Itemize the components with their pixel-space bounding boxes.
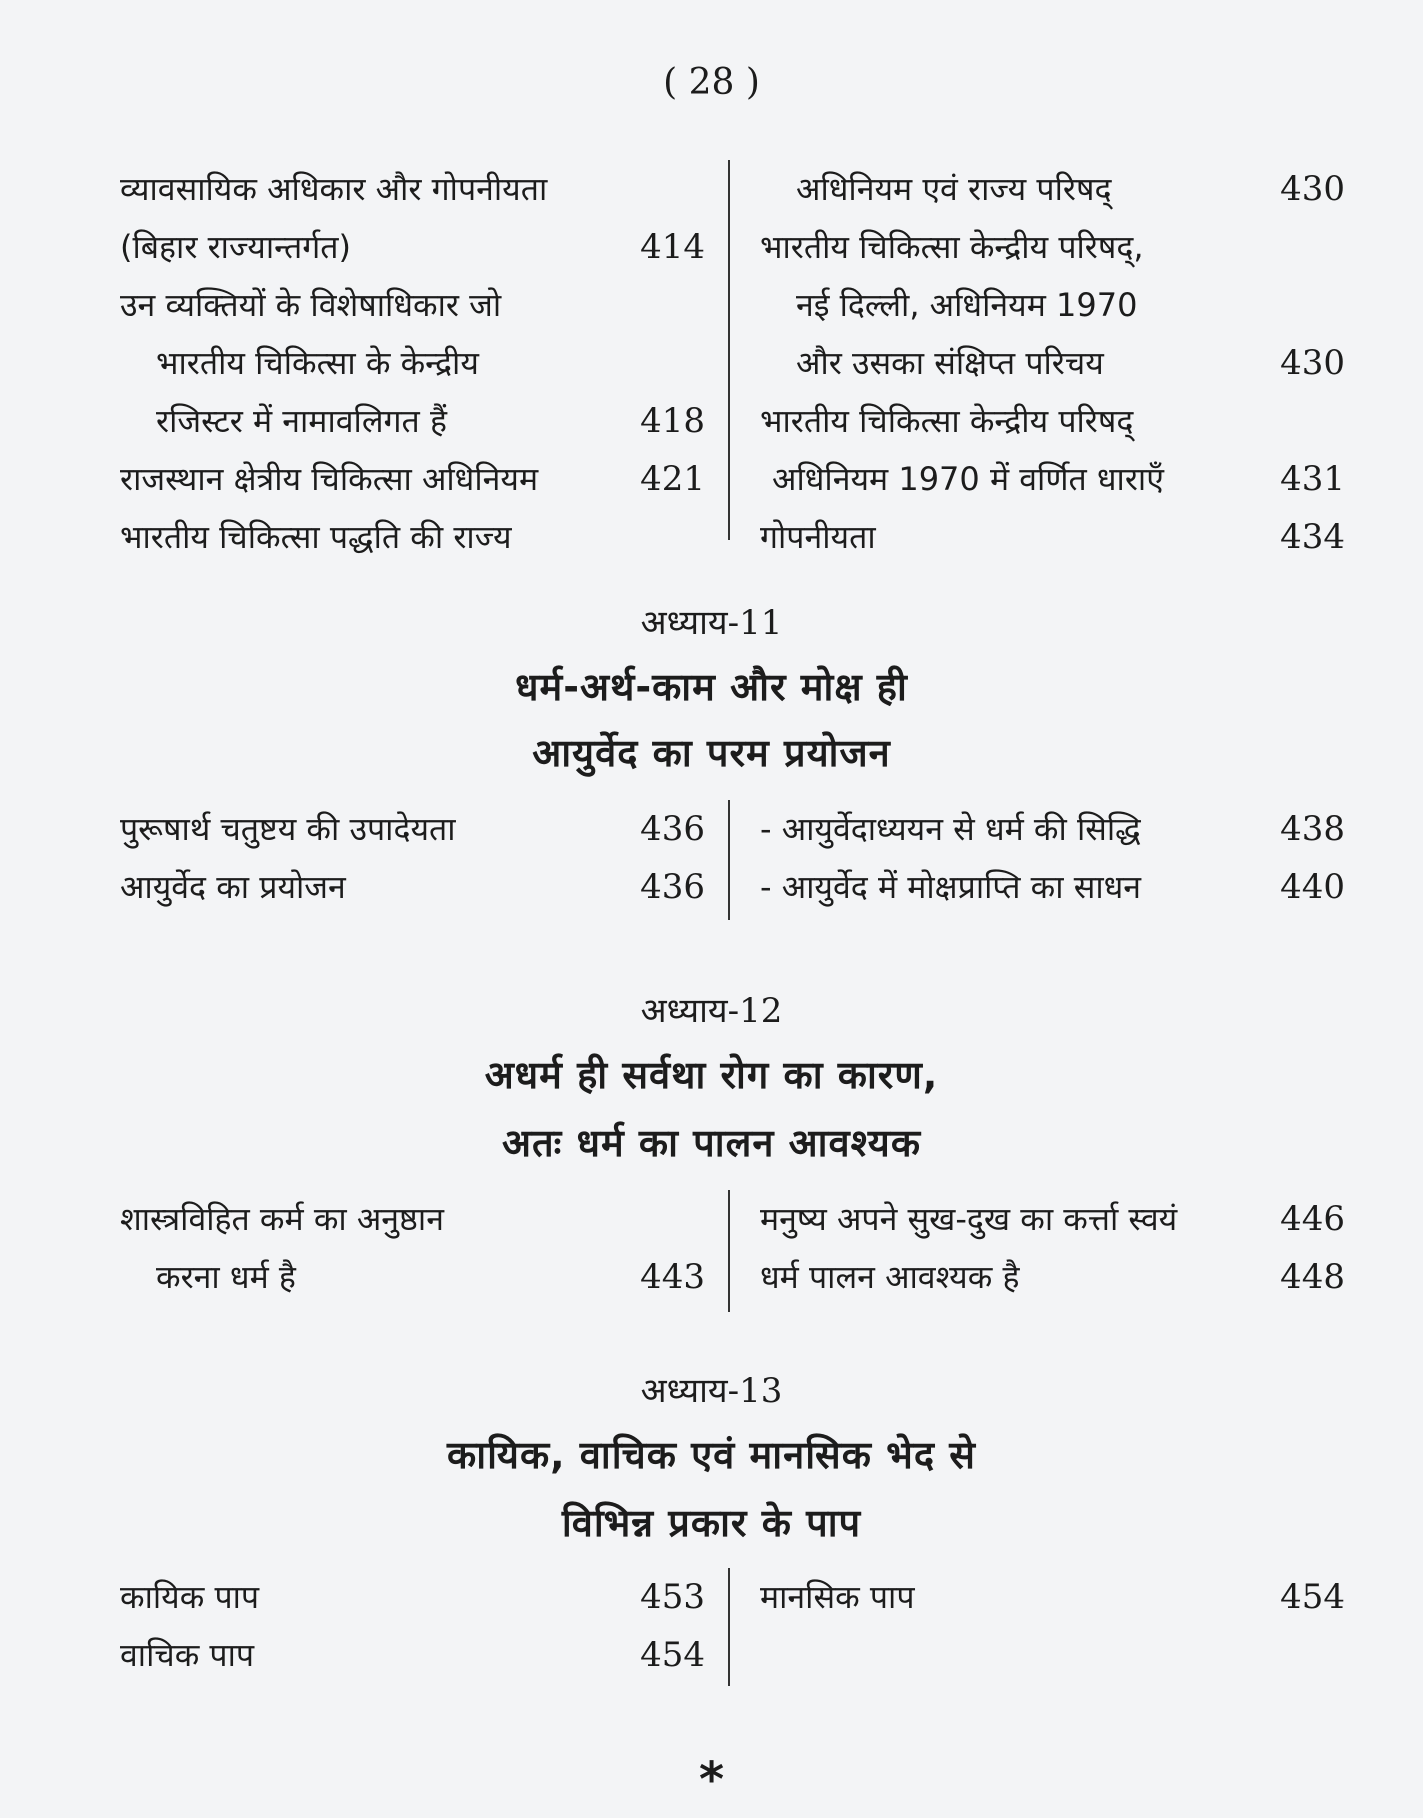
toc-entry: आयुर्वेद का प्रयोजन 436	[120, 867, 705, 907]
toc-entry: रजिस्टर में नामावलिगत हैं 418	[156, 401, 705, 441]
toc-entry: मानसिक पाप 454	[760, 1577, 1345, 1617]
page-number: ( 28 )	[663, 62, 760, 103]
toc-entry: भारतीय चिकित्सा केन्द्रीय परिषद्,	[760, 228, 1144, 266]
toc-entry: वाचिक पाप 454	[120, 1635, 705, 1675]
toc-chapter-13	[120, 1568, 1345, 1698]
toc-entry: - आयुर्वेदाध्ययन से धर्म की सिद्धि 438	[760, 809, 1345, 849]
toc-entry: व्यावसायिक अधिकार और गोपनीयता	[120, 170, 548, 208]
toc-entry: - आयुर्वेद में मोक्षप्राप्ति का साधन 440	[760, 867, 1345, 907]
toc-right-column	[760, 1568, 1345, 1626]
toc-left-column	[120, 1568, 705, 1684]
toc-entry: अधिनियम एवं राज्य परिषद् 430	[796, 169, 1345, 209]
chapter-title: विभिन्न प्रकार के पाप	[561, 1501, 862, 1545]
toc-left-column	[120, 800, 705, 916]
chapter-title: आयुर्वेद का परम प्रयोजन	[532, 731, 891, 775]
toc-entry: नई दिल्ली, अधिनियम 1970	[796, 286, 1138, 324]
chapter-title: धर्म-अर्थ-काम और मोक्ष ही	[515, 665, 908, 709]
toc-entry: भारतीय चिकित्सा केन्द्रीय परिषद्	[760, 402, 1134, 440]
toc-entry: धर्म पालन आवश्यक है 448	[760, 1257, 1345, 1297]
toc-entry: शास्त्रविहित कर्म का अनुष्ठान	[120, 1200, 444, 1238]
toc-entry: अधिनियम 1970 में वर्णित धाराएँ 431	[772, 459, 1345, 499]
chapter-title: कायिक, वाचिक एवं मानसिक भेद से	[447, 1433, 976, 1477]
toc-right-column	[760, 800, 1345, 916]
toc-section-10	[120, 160, 1345, 560]
toc-left-column	[120, 1190, 705, 1306]
toc-entry: मनुष्य अपने सुख-दुख का कर्त्ता स्वयं 446	[760, 1199, 1345, 1239]
toc-entry: करना धर्म है 443	[156, 1257, 705, 1297]
chapter-label: अध्याय-11	[640, 603, 783, 643]
chapter-label: अध्याय-13	[640, 1371, 783, 1411]
toc-entry: भारतीय चिकित्सा पद्धति की राज्य	[120, 518, 512, 556]
toc-right-column	[760, 1190, 1345, 1306]
toc-right-column	[760, 160, 1345, 566]
toc-chapter-11	[120, 800, 1345, 930]
chapter-title: अतः धर्म का पालन आवश्यक	[501, 1121, 922, 1165]
column-divider	[728, 1190, 730, 1312]
chapter-label: अध्याय-12	[640, 991, 783, 1031]
toc-entry: कायिक पाप 453	[120, 1577, 705, 1617]
toc-chapter-12	[120, 1190, 1345, 1320]
column-divider	[728, 1568, 730, 1686]
toc-entry: गोपनीयता 434	[760, 517, 1345, 557]
end-asterisk: *	[698, 1752, 725, 1808]
toc-entry: उन व्यक्तियों के विशेषाधिकार जो	[120, 286, 502, 324]
toc-entry: भारतीय चिकित्सा के केन्द्रीय	[156, 344, 479, 382]
toc-entry: और उसका संक्षिप्त परिचय 430	[796, 343, 1345, 383]
toc-entry: पुरूषार्थ चतुष्टय की उपादेयता 436	[120, 809, 705, 849]
toc-entry: (बिहार राज्यान्तर्गत) 414	[120, 227, 705, 267]
toc-entry: राजस्थान क्षेत्रीय चिकित्सा अधिनियम 421	[120, 459, 705, 499]
toc-left-column	[120, 160, 705, 566]
column-divider	[728, 800, 730, 920]
column-divider	[728, 160, 730, 540]
chapter-title: अधर्म ही सर्वथा रोग का कारण,	[484, 1053, 939, 1097]
